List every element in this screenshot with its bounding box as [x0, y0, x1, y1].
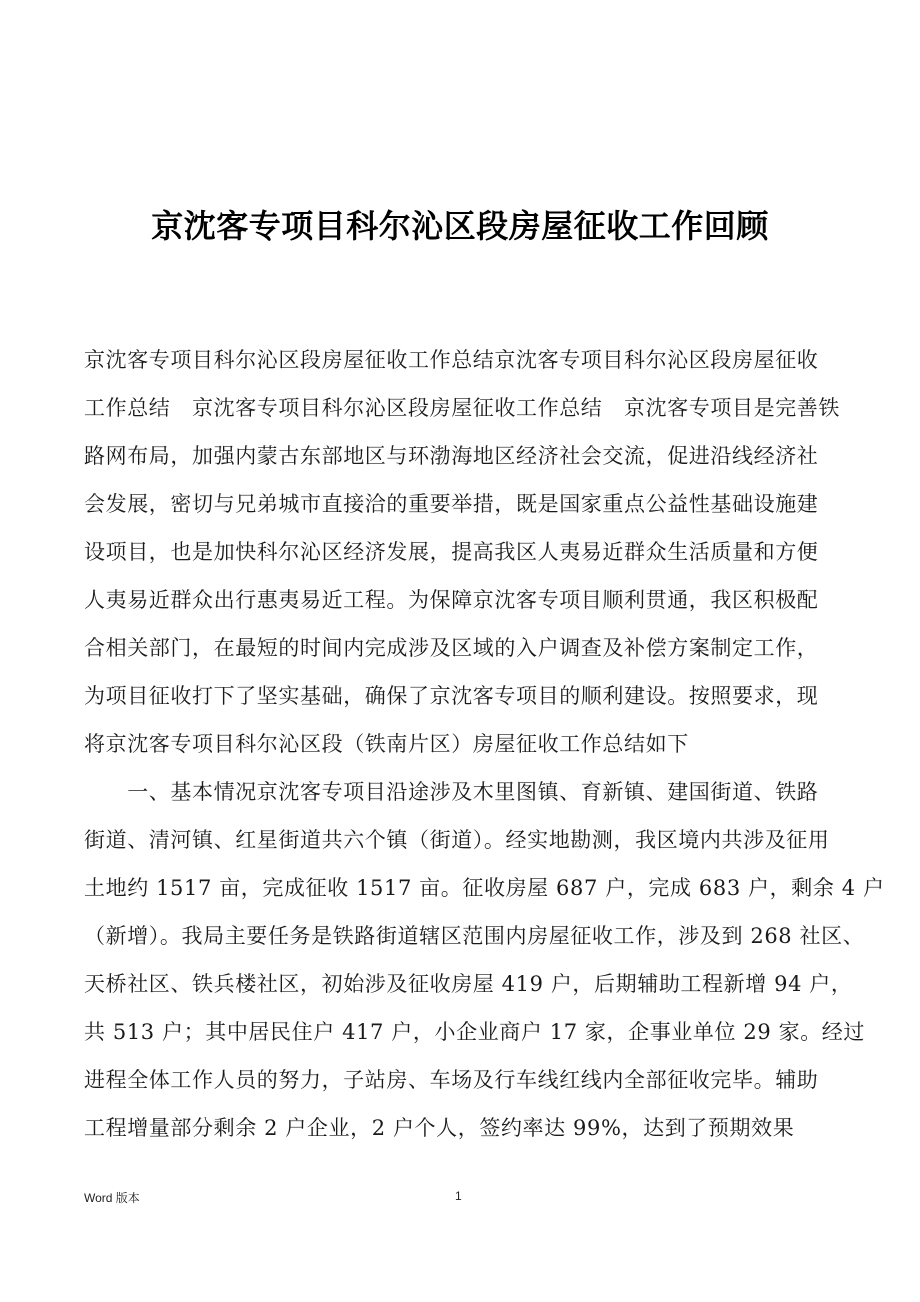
text-line: 设项目，也是加快科尔沁区经济发展，提高我区人夷易近群众生活质量和方便 [84, 540, 819, 564]
text-line: 天桥社区、铁兵楼社区，初始涉及征收房屋 419 户，后期辅助工程新增 94 户， [84, 972, 853, 996]
text-line: 京沈客专项目科尔沁区段房屋征收工作总结京沈客专项目科尔沁区段房屋征收 [84, 348, 819, 372]
document-body [84, 342, 885, 1158]
intro-paragraph [84, 342, 844, 774]
text-line: 合相关部门，在最短的时间内完成涉及区域的入户调查及补偿方案制定工作， [84, 636, 819, 660]
text-line: 街道、清河镇、红星街道共六个镇（街道）。经实地勘测，我区境内共涉及征用 [84, 828, 830, 852]
footer-page-number: 1 [455, 1189, 462, 1203]
text-line: 工作总结 京沈客专项目科尔沁区段房屋征收工作总结 京沈客专项目是完善铁 [84, 396, 840, 420]
text-line: 将京沈客专项目科尔沁区段（铁南片区）房屋征收工作总结如下 [84, 732, 689, 756]
text-line: 一、基本情况京沈客专项目沿途涉及木里图镇、育新镇、建国街道、铁路 [84, 780, 819, 804]
text-line: 进程全体工作人员的努力，子站房、车场及行车线红线内全部征收完毕。辅助 [84, 1068, 819, 1092]
text-line: 为项目征收打下了坚实基础，确保了京沈客专项目的顺利建设。按照要求，现 [84, 684, 819, 708]
section-1-paragraph [84, 774, 885, 1158]
text-line: 路网布局，加强内蒙古东部地区与环渤海地区经济社会交流，促进沿线经济社 [84, 444, 819, 468]
text-line: 会发展，密切与兄弟城市直接洽的重要举措，既是国家重点公益性基础设施建 [84, 492, 819, 516]
text-line: 土地约 1517 亩，完成征收 1517 亩。征收房屋 687 户，完成 683 户，剩余 4 户 [84, 876, 885, 900]
text-line: 工程增量部分剩余 2 户企业，2 户个人，签约率达 99%，达到了预期效果 [84, 1116, 795, 1140]
document-title: 京沈客专项目科尔沁区段房屋征收工作回顾 [151, 207, 769, 245]
footer-version-label: Word 版本 [84, 1191, 140, 1205]
text-line: （新增）。我局主要任务是铁路街道辖区范围内房屋征收工作，涉及到 268 社区、 [84, 924, 865, 948]
text-line: 共 513 户；其中居民住户 417 户，小企业商户 17 家，企事业单位 29 家。经过 [84, 1020, 866, 1044]
text-line: 人夷易近群众出行惠夷易近工程。为保障京沈客专项目顺利贯通，我区积极配 [84, 588, 819, 612]
